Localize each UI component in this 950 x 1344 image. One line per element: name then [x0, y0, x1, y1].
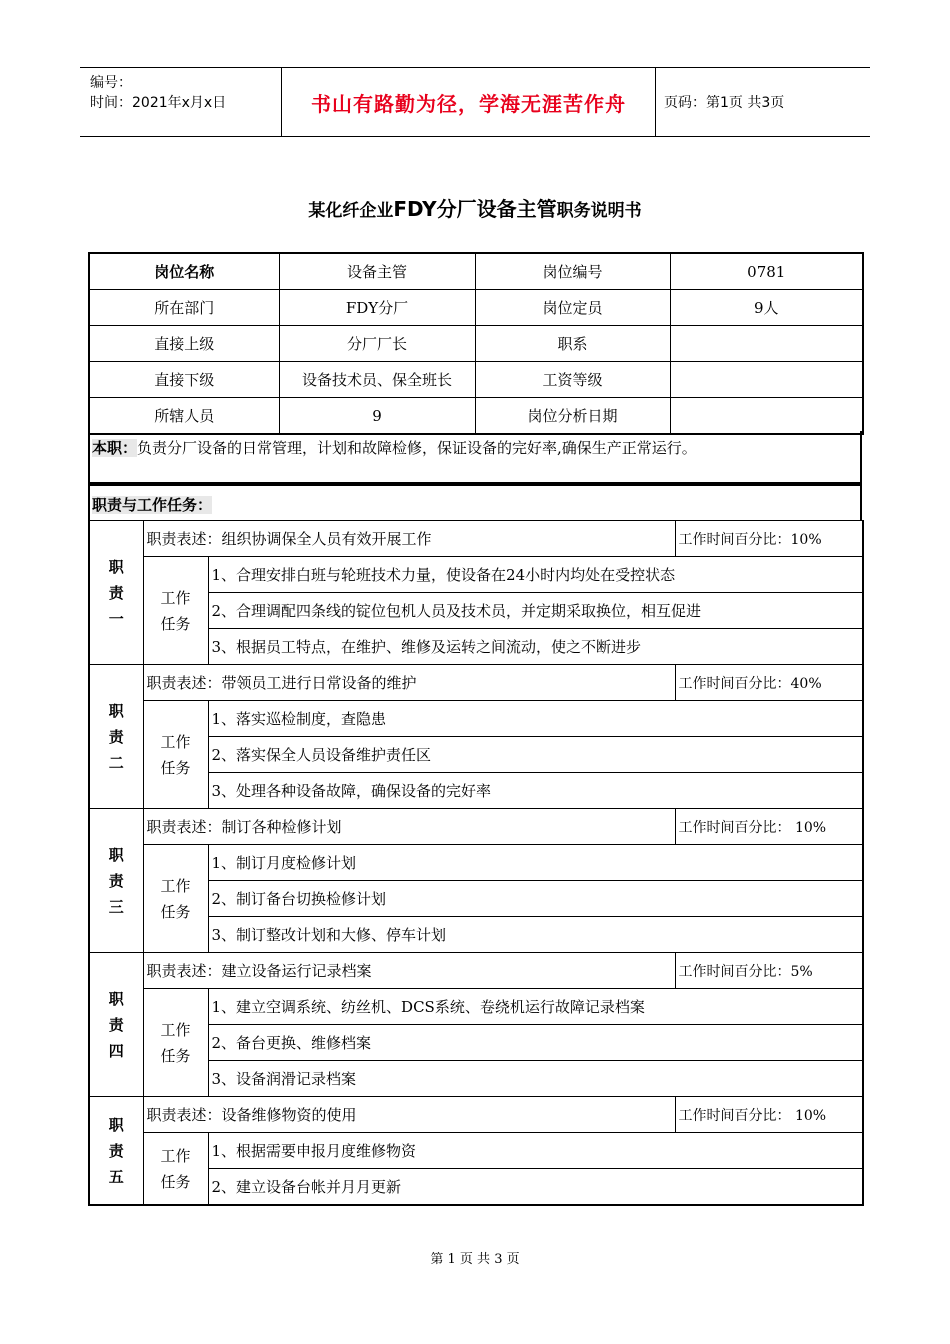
header-motto: 书山有路勤为径，学海无涯苦作舟 — [281, 68, 656, 136]
task-row — [89, 989, 863, 1025]
task-item: 1、合理安排白班与轮班技术力量，使设备在24小时内均处在受控状态 — [208, 557, 863, 593]
info-cell: 职系 — [475, 326, 670, 362]
info-row — [89, 362, 863, 398]
task-item: 2、落实保全人员设备维护责任区 — [208, 737, 863, 773]
info-cell: 直接下级 — [89, 362, 279, 398]
responsibility-description: 职责表述：组织协调保全人员有效开展工作 — [143, 521, 675, 557]
page-header — [80, 67, 870, 137]
task-row — [89, 1133, 863, 1169]
info-cell: 9 — [279, 398, 475, 435]
responsibility-description: 职责表述：带领员工进行日常设备的维护 — [143, 665, 675, 701]
responsibility-label: 职 责 三 — [89, 809, 143, 953]
responsibility-row — [89, 521, 863, 557]
task-item: 2、备台更换、维修档案 — [208, 1025, 863, 1061]
number-label: 编号： — [90, 75, 132, 91]
tasks-title-text: 职责与工作任务： — [92, 496, 213, 514]
responsibility-row — [89, 953, 863, 989]
info-cell: 设备技术员、保全班长 — [279, 362, 475, 398]
info-cell: 直接上级 — [89, 326, 279, 362]
task-row — [89, 557, 863, 593]
header-meta — [80, 68, 281, 136]
time-percentage: 工作时间百分比： 10% — [675, 1097, 863, 1133]
task-item: 1、制订月度检修计划 — [208, 845, 863, 881]
info-cell: 设备主管 — [279, 253, 475, 290]
task-item: 2、合理调配四条线的锭位包机人员及技术员，并定期采取换位，相互促进 — [208, 593, 863, 629]
responsibility-row — [89, 809, 863, 845]
info-cell: 工资等级 — [475, 362, 670, 398]
time-percentage: 工作时间百分比：40% — [675, 665, 863, 701]
task-item: 1、落实巡检制度，查隐患 — [208, 701, 863, 737]
time-percentage: 工作时间百分比：5% — [675, 953, 863, 989]
work-tasks-label: 工作 任务 — [143, 557, 208, 665]
info-cell: 岗位名称 — [89, 253, 279, 290]
task-item: 3、设备润滑记录档案 — [208, 1061, 863, 1097]
tasks-section-title — [88, 484, 862, 520]
info-cell: 岗位定员 — [475, 290, 670, 326]
title-prefix: 某化纤企业 — [308, 201, 394, 221]
responsibility-label: 职 责 五 — [89, 1097, 143, 1206]
task-item: 1、根据需要申报月度维修物资 — [208, 1133, 863, 1169]
work-tasks-label: 工作 任务 — [143, 1133, 208, 1206]
responsibility-label: 职 责 一 — [89, 521, 143, 665]
time-percentage: 工作时间百分比： 10% — [675, 809, 863, 845]
info-cell — [670, 398, 863, 435]
info-row — [89, 398, 863, 435]
info-cell: 所在部门 — [89, 290, 279, 326]
task-row — [89, 701, 863, 737]
work-tasks-label: 工作 任务 — [143, 845, 208, 953]
time-percentage: 工作时间百分比：10% — [675, 521, 863, 557]
info-cell: 0781 — [670, 253, 863, 290]
responsibility-description: 职责表述：设备维修物资的使用 — [143, 1097, 675, 1133]
header-page-info: 页码：第1页 共3页 — [664, 95, 785, 111]
task-item: 1、建立空调系统、纺丝机、DCS系统、卷绕机运行故障记录档案 — [208, 989, 863, 1025]
main-duty-text: 负责分厂设备的日常管理，计划和故障检修，保证设备的完好率,确保生产正常运行。 — [137, 439, 697, 457]
info-cell — [670, 362, 863, 398]
responsibility-description: 职责表述：制订各种检修计划 — [143, 809, 675, 845]
responsibility-label: 职 责 二 — [89, 665, 143, 809]
time-label: 时间：2021年x月x日 — [90, 95, 227, 111]
info-cell: 岗位分析日期 — [475, 398, 670, 435]
info-row — [89, 326, 863, 362]
title-suffix: 职务说明书 — [556, 201, 642, 221]
work-tasks-label: 工作 任务 — [143, 989, 208, 1097]
info-cell: 分厂厂长 — [279, 326, 475, 362]
info-cell — [670, 326, 863, 362]
info-row — [89, 290, 863, 326]
info-cell: 9人 — [670, 290, 863, 326]
info-cell: 所辖人员 — [89, 398, 279, 435]
task-row — [89, 845, 863, 881]
responsibility-row — [89, 1097, 863, 1133]
main-duty-label: 本职： — [92, 439, 138, 457]
position-info-table — [88, 252, 864, 435]
info-cell: 岗位编号 — [475, 253, 670, 290]
task-item: 3、根据员工特点，在维护、维修及运转之间流动，使之不断进步 — [208, 629, 863, 665]
info-cell: FDY分厂 — [279, 290, 475, 326]
work-tasks-label: 工作 任务 — [143, 701, 208, 809]
responsibility-description: 职责表述：建立设备运行记录档案 — [143, 953, 675, 989]
main-duty — [88, 431, 862, 484]
task-item: 3、制订整改计划和大修、停车计划 — [208, 917, 863, 953]
responsibility-row — [89, 665, 863, 701]
document-title — [0, 193, 950, 222]
task-item: 3、处理各种设备故障，确保设备的完好率 — [208, 773, 863, 809]
responsibilities-table — [88, 520, 864, 1206]
page-footer: 第 1 页 共 3 页 — [430, 1252, 520, 1267]
task-item: 2、制订备台切换检修计划 — [208, 881, 863, 917]
task-item: 2、建立设备台帐并月月更新 — [208, 1169, 863, 1206]
title-main: FDY分厂设备主管 — [393, 197, 557, 221]
info-row — [89, 253, 863, 290]
responsibility-label: 职 责 四 — [89, 953, 143, 1097]
